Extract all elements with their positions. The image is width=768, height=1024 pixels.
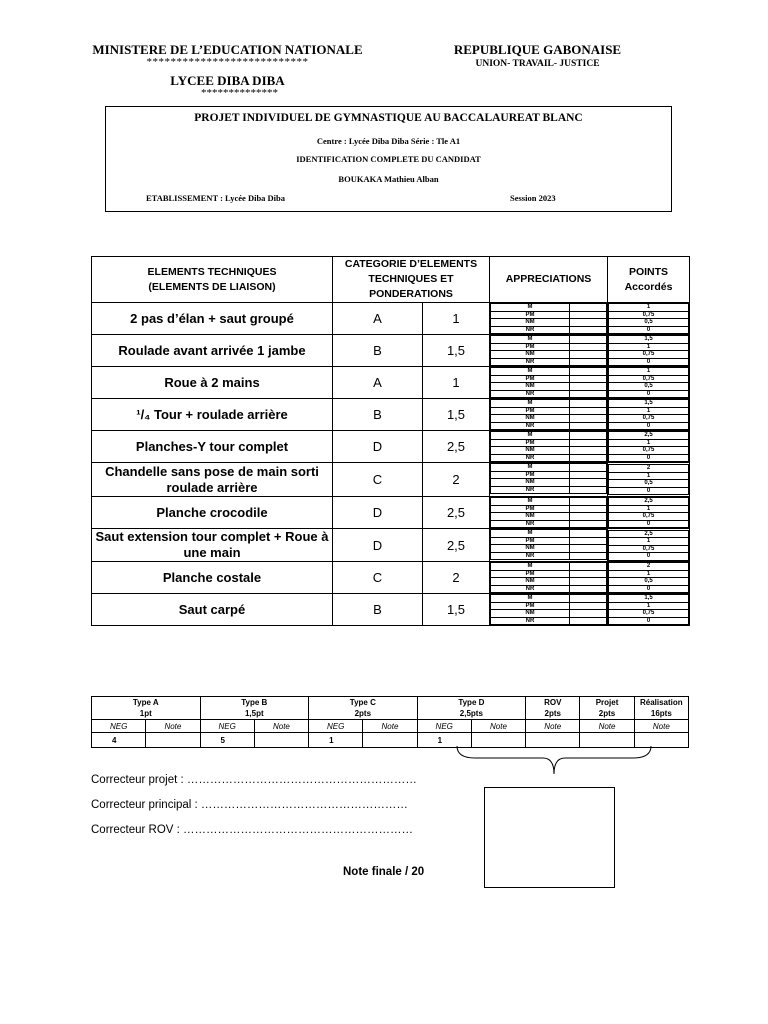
- appreciation-checkbox[interactable]: [570, 602, 607, 610]
- header-categorie: CATEGORIE D’ELEMENTS TECHNIQUES ET PONDERATIONS: [333, 257, 490, 303]
- points-column: [608, 529, 690, 562]
- points-value: 1,5: [609, 400, 689, 408]
- appreciation-checkbox[interactable]: [570, 368, 607, 376]
- appreciation-level: NR: [491, 390, 570, 398]
- element-ponderation: 2,5: [423, 431, 490, 463]
- points-value: 0,75: [609, 545, 689, 553]
- table-row: [92, 594, 690, 626]
- appreciation-level: PM: [491, 375, 570, 383]
- identification-heading: IDENTIFICATION COMPLETE DU CANDIDAT: [296, 154, 481, 164]
- points-value: 1: [609, 439, 689, 447]
- appreciation-level: PM: [491, 505, 570, 513]
- points-value: 1,5: [609, 595, 689, 603]
- appreciation-level: M: [491, 368, 570, 376]
- appreciation-checkbox[interactable]: [570, 311, 607, 319]
- score-header: [634, 697, 688, 720]
- stars-separator: ***************************: [146, 56, 309, 68]
- element-name: Planches-Y tour complet: [92, 431, 333, 463]
- note-label: Note: [526, 720, 580, 733]
- score-header: [526, 697, 580, 720]
- appreciation-checkbox[interactable]: [570, 336, 607, 344]
- neg-value: 4: [92, 733, 146, 748]
- table-row: [92, 497, 690, 529]
- table-row: [92, 367, 690, 399]
- appreciation-level: M: [491, 563, 570, 571]
- points-value: 2,5: [609, 432, 689, 440]
- neg-value: 5: [200, 733, 254, 748]
- project-title: PROJET INDIVIDUEL DE GYMNASTIQUE AU BACCALAUREAT BLANC: [194, 112, 583, 124]
- element-name: Roue à 2 mains: [92, 367, 333, 399]
- points-value: 1,5: [609, 336, 689, 344]
- appreciation-level: NR: [491, 454, 570, 462]
- appreciation-checkbox[interactable]: [570, 537, 607, 545]
- appreciation-level: PM: [491, 570, 570, 578]
- score-table: [91, 696, 689, 748]
- appreciation-level: NR: [491, 486, 570, 494]
- score-header-points: 2pts: [544, 709, 561, 718]
- points-value: 1: [609, 407, 689, 415]
- appreciation-level: NM: [491, 383, 570, 391]
- score-header-name: Type D: [458, 698, 485, 707]
- element-category: A: [333, 367, 423, 399]
- table-row: [92, 463, 690, 497]
- score-header-name: ROV: [544, 698, 562, 707]
- score-header-points: 1,5pt: [244, 709, 264, 718]
- score-header: [309, 697, 418, 720]
- appreciation-grid: [490, 529, 608, 562]
- element-ponderation: 2,5: [423, 529, 490, 562]
- note-label: Note: [254, 720, 308, 733]
- session: Session 2023: [510, 193, 556, 203]
- appreciation-level: NR: [491, 422, 570, 430]
- table-row: [92, 399, 690, 431]
- element-ponderation: 1: [423, 367, 490, 399]
- appreciation-checkbox[interactable]: [570, 530, 607, 538]
- appreciation-grid: [490, 335, 608, 367]
- appreciation-level: PM: [491, 602, 570, 610]
- score-header: [92, 697, 201, 720]
- points-column: [608, 463, 690, 497]
- element-category: C: [333, 562, 423, 594]
- appreciation-level: NR: [491, 520, 570, 528]
- points-value: 0,75: [609, 610, 689, 618]
- appreciation-level: NM: [491, 447, 570, 455]
- appreciation-checkbox[interactable]: [570, 400, 607, 408]
- appreciation-checkbox[interactable]: [570, 326, 607, 334]
- points-value: 0,5: [609, 383, 689, 391]
- final-note-label: Note finale / 20: [343, 866, 425, 878]
- points-value: 2,5: [609, 498, 689, 506]
- points-value: 0,75: [609, 447, 689, 455]
- appreciation-checkbox[interactable]: [570, 479, 607, 487]
- appreciation-checkbox[interactable]: [570, 505, 607, 513]
- points-value: 0,75: [609, 351, 689, 359]
- appreciation-grid: [490, 399, 608, 431]
- element-ponderation: 2,5: [423, 497, 490, 529]
- points-column: [608, 594, 690, 626]
- header-points: POINTS Accordés: [608, 257, 690, 303]
- points-value: 1: [609, 505, 689, 513]
- appreciation-checkbox[interactable]: [570, 422, 607, 430]
- points-column: [608, 562, 690, 594]
- score-header-name: Type A: [132, 698, 159, 707]
- appreciation-level: PM: [491, 537, 570, 545]
- element-name: Planche costale: [92, 562, 333, 594]
- appreciation-level: NM: [491, 351, 570, 359]
- correcteur-principal: Correcteur principal : ………………………………………………: [91, 799, 408, 811]
- appreciation-checkbox[interactable]: [570, 545, 607, 553]
- appreciation-level: PM: [491, 439, 570, 447]
- neg-label: NEG: [417, 720, 471, 733]
- appreciation-checkbox[interactable]: [570, 358, 607, 366]
- appreciation-checkbox[interactable]: [570, 498, 607, 506]
- appreciation-checkbox[interactable]: [570, 319, 607, 327]
- appreciation-checkbox[interactable]: [570, 585, 607, 593]
- element-ponderation: 1,5: [423, 399, 490, 431]
- appreciation-checkbox[interactable]: [570, 432, 607, 440]
- neg-label: NEG: [309, 720, 363, 733]
- points-value: 0: [609, 553, 689, 561]
- points-value: 1: [609, 343, 689, 351]
- score-header-name: Type B: [241, 698, 268, 707]
- appreciation-checkbox[interactable]: [570, 439, 607, 447]
- appreciation-level: NM: [491, 545, 570, 553]
- note-label: Note: [634, 720, 688, 733]
- appreciation-checkbox[interactable]: [570, 343, 607, 351]
- element-category: B: [333, 594, 423, 626]
- appreciation-checkbox[interactable]: [570, 383, 607, 391]
- points-value: 1: [609, 602, 689, 610]
- table-row: [92, 562, 690, 594]
- element-ponderation: 2: [423, 562, 490, 594]
- appreciation-level: NM: [491, 513, 570, 521]
- element-name: Planche crocodile: [92, 497, 333, 529]
- score-header-points: 16pts: [650, 709, 672, 718]
- appreciation-grid: [490, 594, 608, 626]
- note-label: Note: [146, 720, 200, 733]
- table-row: [92, 335, 690, 367]
- appreciation-checkbox[interactable]: [570, 617, 607, 625]
- points-value: 0: [609, 454, 689, 462]
- score-header: [417, 697, 526, 720]
- score-header-name: Réalisation: [639, 698, 683, 707]
- score-header-points: 1pt: [139, 709, 152, 718]
- element-ponderation: 1,5: [423, 594, 490, 626]
- element-category: B: [333, 399, 423, 431]
- points-column: [608, 431, 690, 463]
- points-value: 1: [609, 304, 689, 312]
- centre-line: Centre : Lycée Diba Diba Série : Tle A1: [316, 136, 461, 146]
- points-column: [608, 367, 690, 399]
- note-label: Note: [580, 720, 634, 733]
- note-input[interactable]: [363, 733, 417, 748]
- correcteur-rov: Correcteur ROV : ……………………………………………………: [91, 824, 414, 836]
- points-value: 0,5: [609, 319, 689, 327]
- appreciation-level: NM: [491, 319, 570, 327]
- note-input[interactable]: [254, 733, 308, 748]
- score-header-name: Type C: [349, 698, 376, 707]
- score-header-name: Projet: [595, 698, 619, 707]
- element-category: B: [333, 335, 423, 367]
- score-header: [580, 697, 634, 720]
- points-value: 0: [609, 617, 689, 625]
- ministry-title: MINISTERE DE L’EDUCATION NATIONALE: [92, 42, 363, 57]
- appreciation-level: M: [491, 530, 570, 538]
- appreciation-checkbox[interactable]: [570, 471, 607, 479]
- score-header: [200, 697, 309, 720]
- points-value: 0,75: [609, 415, 689, 423]
- header-appreciations: APPRECIATIONS: [490, 257, 608, 303]
- points-value: 1: [609, 538, 689, 546]
- points-value: 0: [609, 520, 689, 528]
- neg-label: NEG: [200, 720, 254, 733]
- appreciation-grid: [490, 367, 608, 399]
- points-value: 1: [609, 472, 689, 480]
- element-ponderation: 1: [423, 303, 490, 335]
- points-column: [608, 399, 690, 431]
- table-row: [92, 303, 690, 335]
- appreciation-checkbox[interactable]: [570, 610, 607, 618]
- appreciation-grid: [490, 562, 608, 594]
- appreciation-checkbox[interactable]: [570, 454, 607, 462]
- points-value: 0,5: [609, 480, 689, 488]
- appreciation-level: NR: [491, 585, 570, 593]
- points-column: [608, 335, 690, 367]
- score-header-points: 2pts: [354, 709, 372, 718]
- element-name: 2 pas d’élan + saut groupé: [92, 303, 333, 335]
- republic-title: REPUBLIQUE GABONAISE: [453, 42, 622, 57]
- appreciation-level: NR: [491, 358, 570, 366]
- ministry-header: [90, 42, 365, 98]
- points-value: 0: [609, 487, 689, 495]
- appreciation-level: M: [491, 498, 570, 506]
- appreciation-checkbox[interactable]: [570, 520, 607, 528]
- score-header-points: 2pts: [598, 709, 616, 718]
- points-value: 0: [609, 585, 689, 593]
- appreciation-checkbox[interactable]: [570, 552, 607, 560]
- points-column: [608, 497, 690, 529]
- appreciation-level: M: [491, 304, 570, 312]
- element-name: Roulade avant arrivée 1 jambe: [92, 335, 333, 367]
- appreciation-level: PM: [491, 471, 570, 479]
- element-name: ¹/₄ Tour + roulade arrière: [92, 399, 333, 431]
- appreciation-checkbox[interactable]: [570, 578, 607, 586]
- appreciation-grid: [490, 463, 608, 497]
- etablissement: ETABLISSEMENT : Lycée Diba Diba: [146, 193, 286, 203]
- points-value: 1: [609, 368, 689, 376]
- neg-value: 1: [417, 733, 471, 748]
- points-value: 0,75: [609, 375, 689, 383]
- appreciation-level: M: [491, 432, 570, 440]
- element-category: A: [333, 303, 423, 335]
- element-category: C: [333, 463, 423, 497]
- appreciation-checkbox[interactable]: [570, 570, 607, 578]
- points-value: 2,5: [609, 530, 689, 538]
- appreciation-checkbox[interactable]: [570, 407, 607, 415]
- element-ponderation: 1,5: [423, 335, 490, 367]
- element-category: D: [333, 497, 423, 529]
- appreciation-checkbox[interactable]: [570, 375, 607, 383]
- element-name: Chandelle sans pose de main sorti roulade arrière: [92, 463, 333, 497]
- appreciation-level: NM: [491, 479, 570, 487]
- brace-icon: [455, 744, 653, 780]
- appreciation-checkbox[interactable]: [570, 447, 607, 455]
- appreciation-checkbox[interactable]: [570, 513, 607, 521]
- header-elements: ELEMENTS TECHNIQUES (ELEMENTS DE LIAISON): [92, 257, 333, 303]
- appreciation-level: NM: [491, 415, 570, 423]
- stars-separator-2: **************: [201, 87, 278, 99]
- note-label: Note: [471, 720, 525, 733]
- neg-label: NEG: [92, 720, 146, 733]
- correcteur-projet: Correcteur projet : ……………………………………………………: [91, 774, 417, 786]
- points-value: 2: [609, 465, 689, 473]
- appreciation-level: M: [491, 400, 570, 408]
- candidate-info-box: [105, 106, 672, 212]
- school-name: LYCEE DIBA DIBA: [170, 73, 285, 88]
- appreciation-level: M: [491, 336, 570, 344]
- elements-table: [91, 256, 690, 626]
- neg-value: 1: [309, 733, 363, 748]
- points-value: 0,75: [609, 513, 689, 521]
- appreciation-grid: [490, 303, 608, 335]
- points-value: 0: [609, 422, 689, 430]
- appreciation-level: M: [491, 595, 570, 603]
- appreciation-checkbox[interactable]: [570, 415, 607, 423]
- note-label: Note: [363, 720, 417, 733]
- appreciation-checkbox[interactable]: [570, 351, 607, 359]
- note-input[interactable]: [146, 733, 200, 748]
- republic-motto: UNION- TRAVAIL- JUSTICE: [475, 59, 600, 69]
- points-value: 0,5: [609, 578, 689, 586]
- points-value: 2: [609, 563, 689, 571]
- appreciation-level: NR: [491, 617, 570, 625]
- score-header-points: 2,5pts: [459, 709, 483, 718]
- final-note-box[interactable]: [484, 787, 615, 888]
- table-row: [92, 529, 690, 562]
- candidate-name: BOUKAKA Mathieu Alban: [338, 174, 439, 184]
- appreciation-level: NM: [491, 578, 570, 586]
- appreciation-checkbox[interactable]: [570, 464, 607, 472]
- appreciation-checkbox[interactable]: [570, 304, 607, 312]
- points-column: [608, 303, 690, 335]
- appreciation-checkbox[interactable]: [570, 486, 607, 494]
- appreciation-level: NR: [491, 326, 570, 334]
- table-row: [92, 431, 690, 463]
- appreciation-grid: [490, 497, 608, 529]
- appreciation-checkbox[interactable]: [570, 563, 607, 571]
- republic-header: [440, 42, 635, 69]
- appreciation-level: NM: [491, 610, 570, 618]
- appreciation-level: NR: [491, 552, 570, 560]
- points-value: 0,75: [609, 311, 689, 319]
- points-value: 0: [609, 358, 689, 366]
- appreciation-level: PM: [491, 343, 570, 351]
- points-value: 0: [609, 390, 689, 398]
- points-value: 0: [609, 326, 689, 334]
- points-value: 1: [609, 570, 689, 578]
- appreciation-level: M: [491, 464, 570, 472]
- element-ponderation: 2: [423, 463, 490, 497]
- element-category: D: [333, 529, 423, 562]
- element-name: Saut extension tour complet + Roue à une main: [92, 529, 333, 562]
- appreciation-checkbox[interactable]: [570, 390, 607, 398]
- appreciation-grid: [490, 431, 608, 463]
- appreciation-level: PM: [491, 311, 570, 319]
- appreciation-level: PM: [491, 407, 570, 415]
- appreciation-checkbox[interactable]: [570, 595, 607, 603]
- element-category: D: [333, 431, 423, 463]
- element-name: Saut carpé: [92, 594, 333, 626]
